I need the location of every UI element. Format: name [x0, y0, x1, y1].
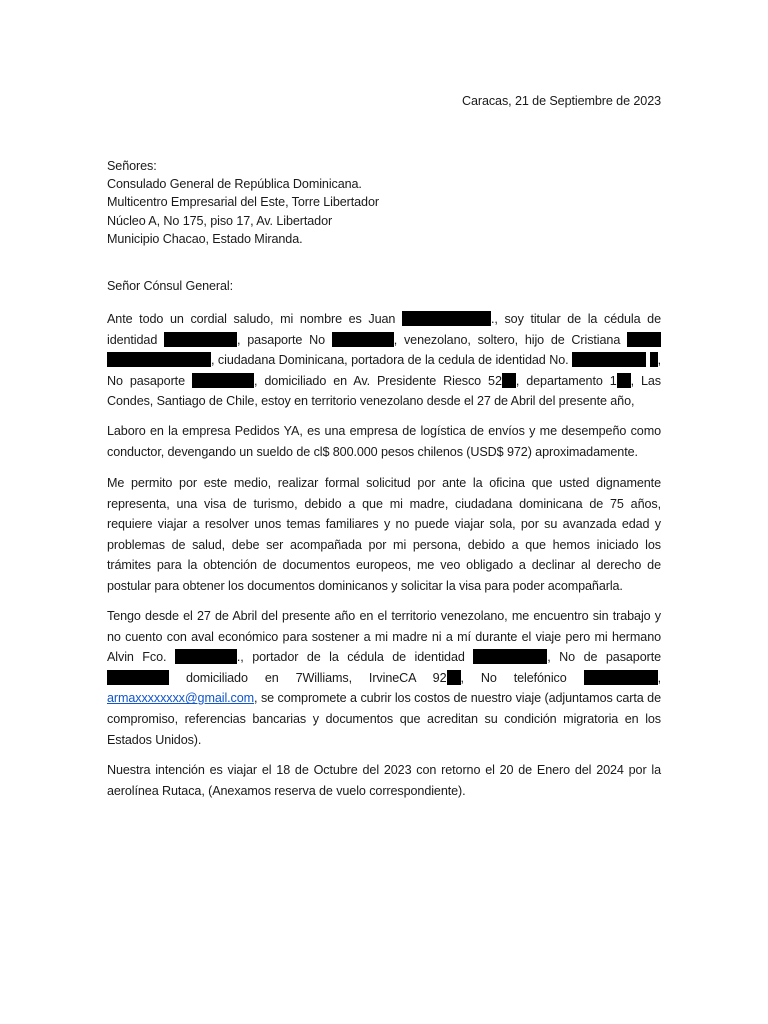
text-run: , ciudadana Dominicana, portadora de la cedula de identidad No. — [211, 353, 573, 368]
text-run: , No telefónico — [460, 670, 584, 685]
recipient-line: Núcleo A, No 175, piso 17, Av. Libertador — [107, 213, 333, 228]
redaction-bar — [584, 670, 658, 685]
redaction-bar — [164, 332, 237, 347]
redaction-bar — [627, 332, 661, 347]
text-run: ., soy titular de la cédula de identidad — [107, 312, 661, 347]
text-run: , pasaporte No — [237, 332, 332, 347]
redaction-bar — [502, 373, 516, 388]
recipient-line: Municipio Chacao, Estado Miranda. — [107, 231, 303, 246]
recipient-block — [107, 157, 379, 248]
redaction-bar — [175, 649, 237, 664]
sponsor-email-link[interactable]: armaxxxxxxxx@gmail.com — [107, 691, 255, 706]
text-run: , se compromete a cubrir los costos de nuestro viaje (adjuntamos carta de compromiso, referencias bancarias y documentos que acreditan su condición migratoria en los Estados Unidos). — [107, 691, 661, 747]
redaction-bar — [650, 352, 658, 367]
redaction-bar — [447, 670, 461, 685]
redaction-bar — [107, 352, 211, 367]
paragraph-introduction — [107, 309, 661, 412]
text-run: Tengo desde el 27 de Abril del presente año en el territorio venezolano, me encuentro sin trabajo y no cuento con aval económico para sostener a mi madre ni a mí durante el viaje pero mi hermano Alvin Fco. — [107, 609, 661, 665]
paragraph-employment: Laboro en la empresa Pedidos YA, es una empresa de logística de envíos y me desempeño como conductor, devengando un sueldo de cl$ 800.000 pesos chilenos (USD$ 972) aproximadamente. — [107, 424, 661, 459]
text-run: , No de pasaporte — [547, 650, 662, 665]
paragraph-travel-dates: Nuestra intención es viajar el 18 de Octubre del 2023 con retorno el 20 de Enero del 2024 por la aerolínea Rutaca, (Anexamos reserva de vuelo correspondiente). — [107, 763, 661, 798]
redaction-bar — [617, 373, 631, 388]
redaction-bar — [402, 311, 491, 326]
text-run: , domiciliado en Av. Presidente Riesco 52 — [253, 373, 502, 388]
text-run: , departamento 1 — [515, 373, 617, 388]
text-run: Ante todo un cordial saludo, mi nombre es Juan — [107, 312, 403, 326]
text-run: , venezolano, soltero, hijo de Cristiana — [393, 332, 628, 347]
recipient-line: Consulado General de República Dominicana. — [107, 177, 362, 192]
recipient-line: Señores: — [107, 159, 157, 173]
text-run: , No pasaporte — [107, 353, 661, 388]
text-run: , — [657, 670, 661, 685]
redaction-bar — [572, 352, 646, 367]
text-run: ., portador de la cédula de identidad — [236, 650, 474, 665]
letter-date: Caracas, 21 de Septiembre de 2023 — [461, 94, 661, 108]
text-run: , Las Condes, Santiago de Chile, estoy en territorio venezolano desde el 27 de Abril del presente año, — [107, 373, 662, 409]
redaction-bar — [192, 373, 254, 388]
recipient-line: Multicentro Empresarial del Este, Torre Libertador — [107, 195, 379, 210]
paragraph-request: Me permito por este medio, realizar formal solicitud por ante la oficina que usted dignamente representa, una visa de turismo, debido a que mi madre, ciudadana dominicana de 75 años, requiere viajar a resolver unos temas familiares y no puede viajar sola, por su avanzada edad y problemas de salud, debe ser acompañada por mi persona, debido a que hemos iniciado los trámites para la obtención de documentos europeos, me veo obligado a declinar al derecho de postular para obtener los documentos dominicanos y solicitar la visa para poder acompañarla. — [107, 476, 661, 593]
redaction-bar — [332, 332, 394, 347]
redaction-bar — [473, 649, 547, 664]
text-run: domiciliado en 7Williams, IrvineCA 92 — [169, 670, 447, 685]
redaction-bar — [107, 670, 169, 685]
salutation: Señor Cónsul General: — [107, 279, 234, 293]
paragraph-sponsor — [107, 606, 661, 750]
